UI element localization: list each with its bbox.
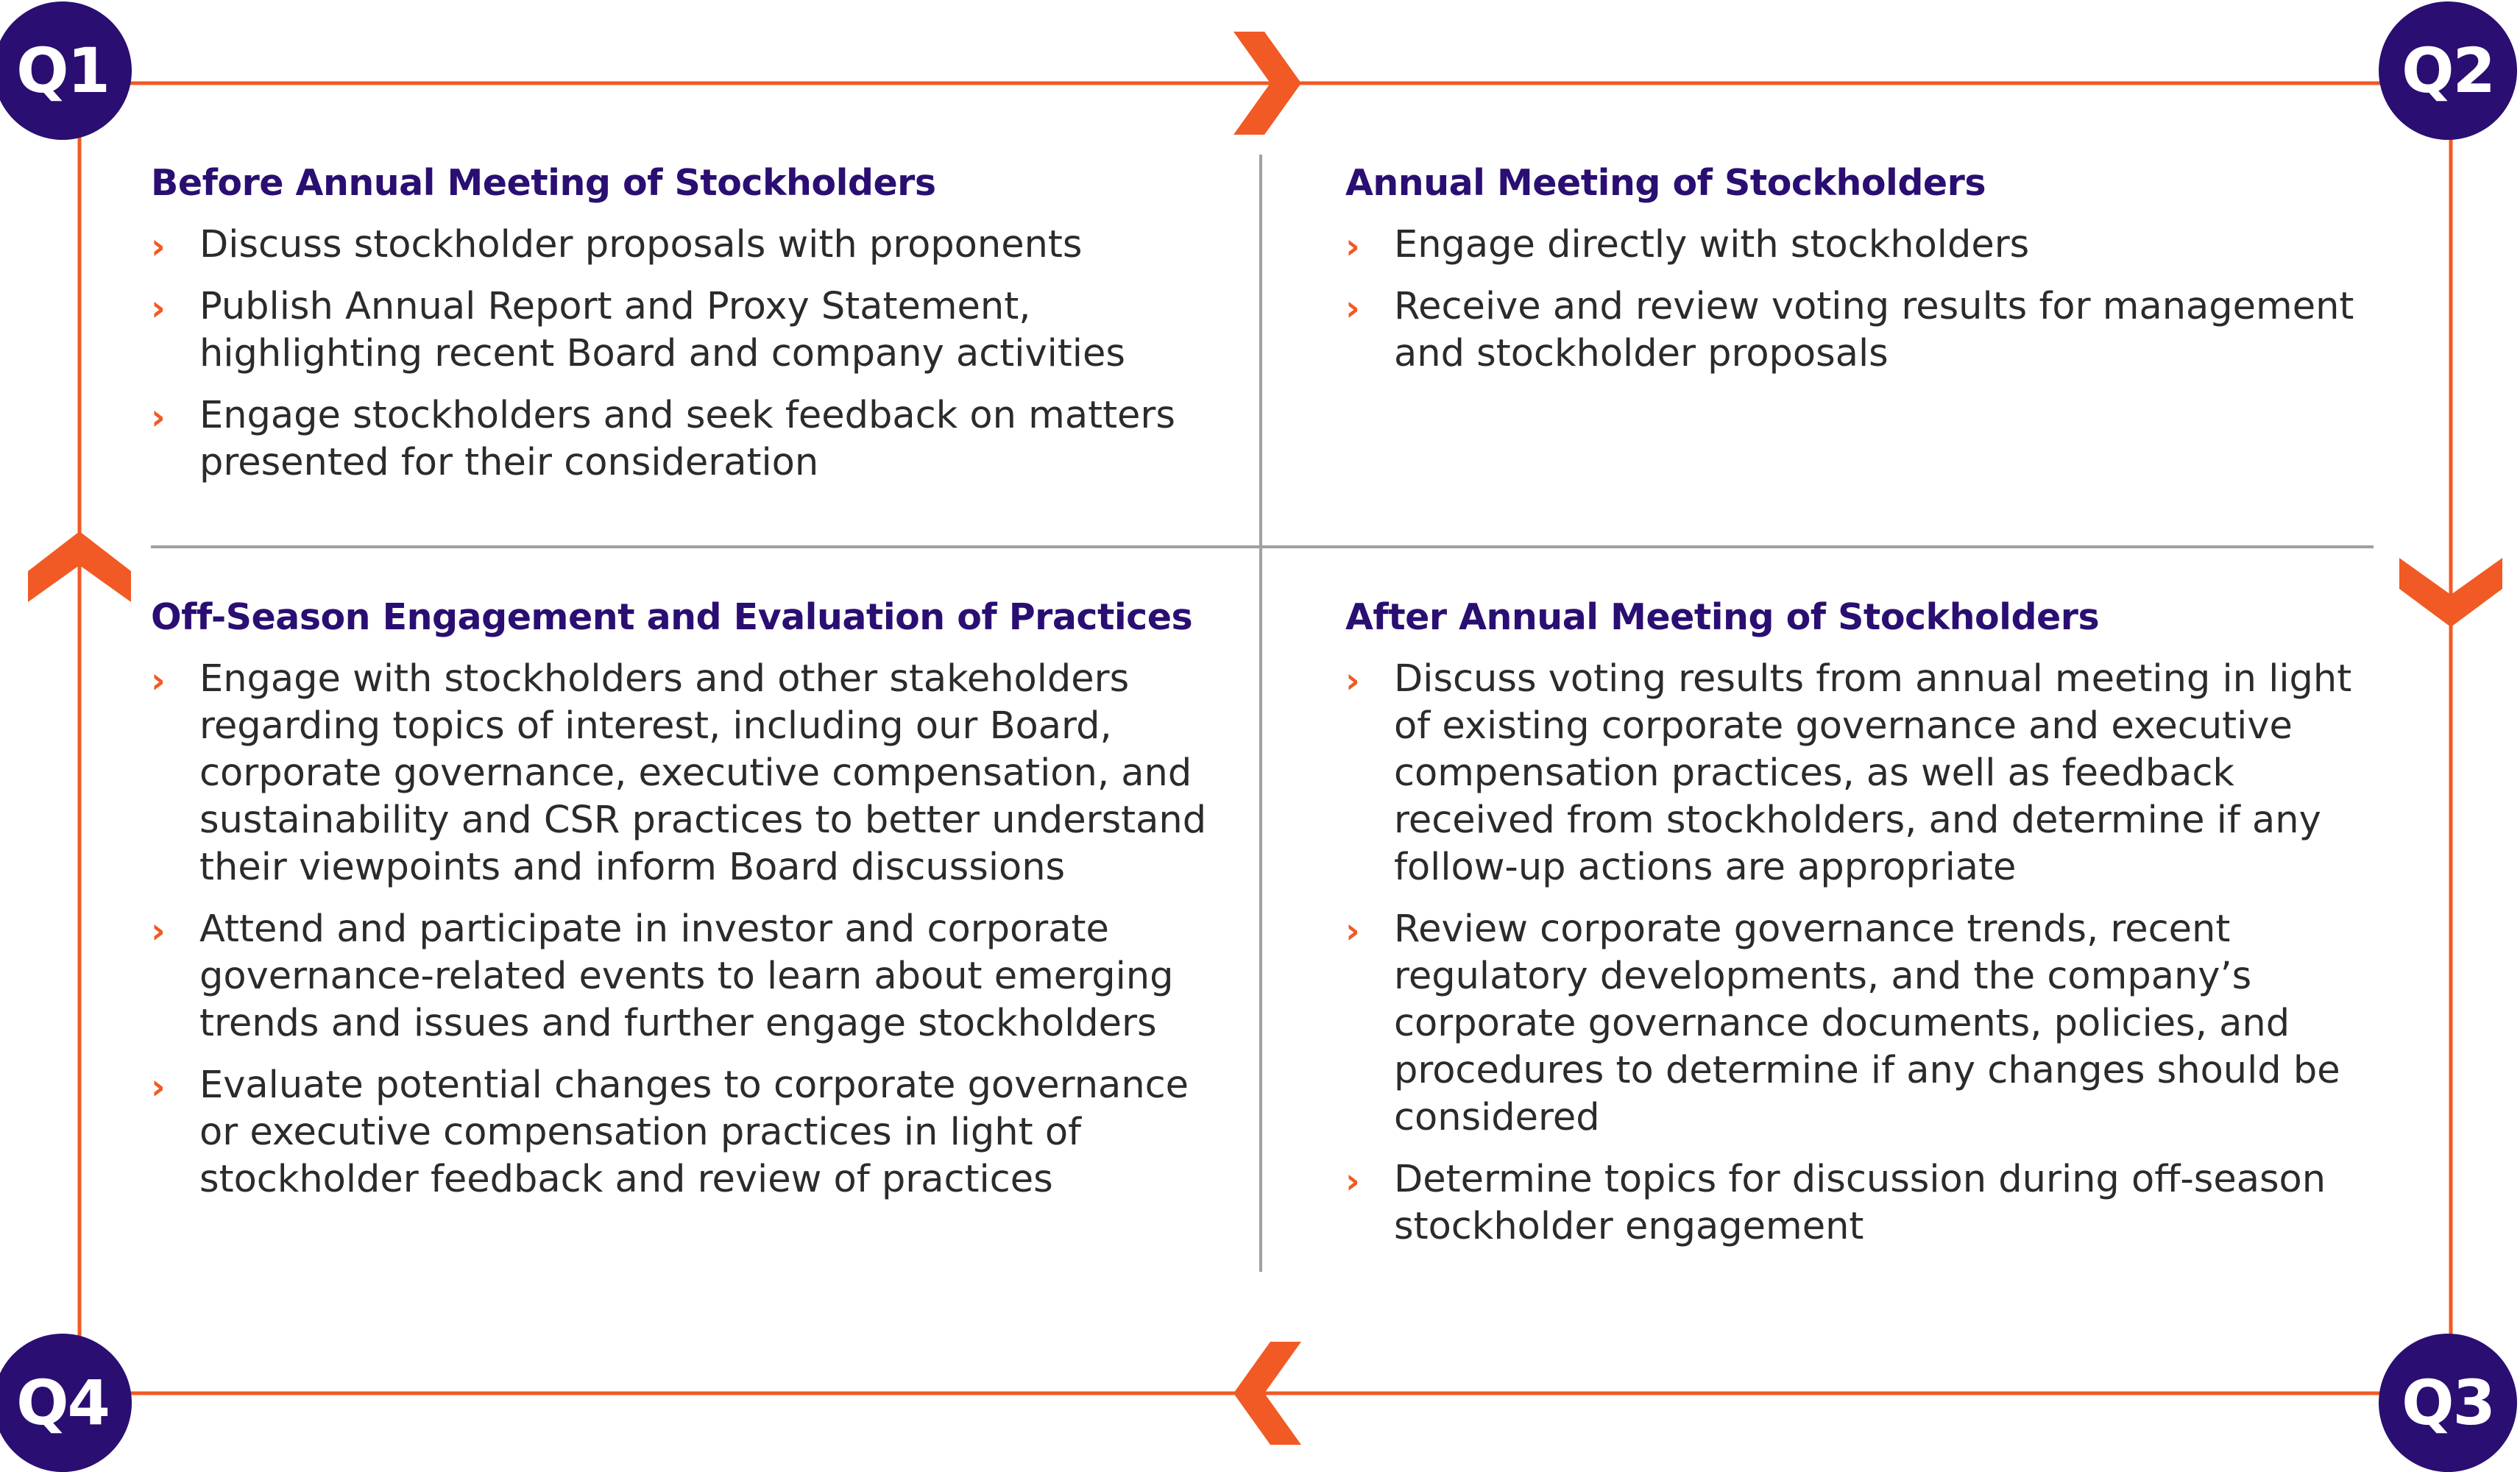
chevron-bullet-icon: › [151,397,166,438]
quadrant-q1 [151,162,1218,501]
chevron-bullet-icon: › [151,288,166,329]
list-item-text: Discuss voting results from annual meeting in light of existing corporate governance and executive compensation practices, as well as feedback received from stockholders, and determine if any follow-up actions are appropriate [1394,657,2352,889]
list-item [151,906,1218,1047]
quadrant-q3 [1345,596,2390,1265]
quadrant-title: Annual Meeting of Stockholders [1345,162,1986,204]
list-item-text: Engage with stockholders and other stakeholders regarding topics of interest, including our Board, corporate governance, executive compensation, and sustainability and CSR practices to better understand their viewpoints and inform Board discussions [199,657,1207,889]
chevron-bullet-icon: › [1345,1161,1360,1202]
quadrant-title: Off-Season Engagement and Evaluation of Practices [151,596,1193,638]
list-item [1345,222,2390,269]
bullet-list [151,656,1218,1203]
list-item-text: Determine topics for discussion during off-season stockholder engagement [1394,1158,2326,1248]
list-item [1345,906,2390,1142]
list-item [151,1062,1218,1203]
list-item [1345,283,2390,378]
bullet-list [1345,656,2390,1250]
list-item-text: Publish Annual Report and Proxy Statement, highlighting recent Board and company activities [199,285,1125,375]
list-item [151,222,1218,269]
chevron-bullet-icon: › [151,1066,166,1108]
quadrant-q2 [1345,162,2390,392]
list-item [1345,656,2390,891]
list-item [1345,1156,2390,1250]
quadrant-q4 [151,596,1218,1218]
list-item-text: Discuss stockholder proposals with proponents [199,223,1083,266]
chevron-bullet-icon: › [1345,288,1360,329]
badge-q4: Q4 [0,1334,132,1472]
bullet-list [1345,222,2390,378]
list-item-text: Review corporate governance trends, recent regulatory developments, and the company’s corporate governance documents, policies, and procedures to determine if any changes should be considered [1394,907,2340,1139]
list-item-text: Attend and participate in investor and corporate governance-related events to learn about emerging trends and issues and further engage stockholders [199,907,1174,1045]
chevron-bullet-icon: › [151,226,166,267]
chevron-bullet-icon: › [1345,910,1360,952]
list-item-text: Evaluate potential changes to corporate governance or executive compensation practices in light of stockholder feedback and review of practices [199,1064,1189,1201]
badge-q2: Q2 [2379,1,2517,140]
list-item-text: Engage stockholders and seek feedback on matters presented for their consideration [199,394,1175,484]
list-item-text: Engage directly with stockholders [1394,223,2030,266]
chevron-bullet-icon: › [1345,660,1360,701]
list-item [151,283,1218,378]
badge-q3: Q3 [2379,1334,2517,1472]
bullet-list [151,222,1218,486]
chevron-bullet-icon: › [151,910,166,952]
badge-q1: Q1 [0,1,132,140]
quadrant-title: After Annual Meeting of Stockholders [1345,596,2100,638]
chevron-bullet-icon: › [151,660,166,701]
list-item-text: Receive and review voting results for management and stockholder proposals [1394,285,2354,375]
list-item [151,656,1218,891]
quadrant-title: Before Annual Meeting of Stockholders [151,162,936,204]
list-item [151,392,1218,486]
chevron-bullet-icon: › [1345,226,1360,267]
